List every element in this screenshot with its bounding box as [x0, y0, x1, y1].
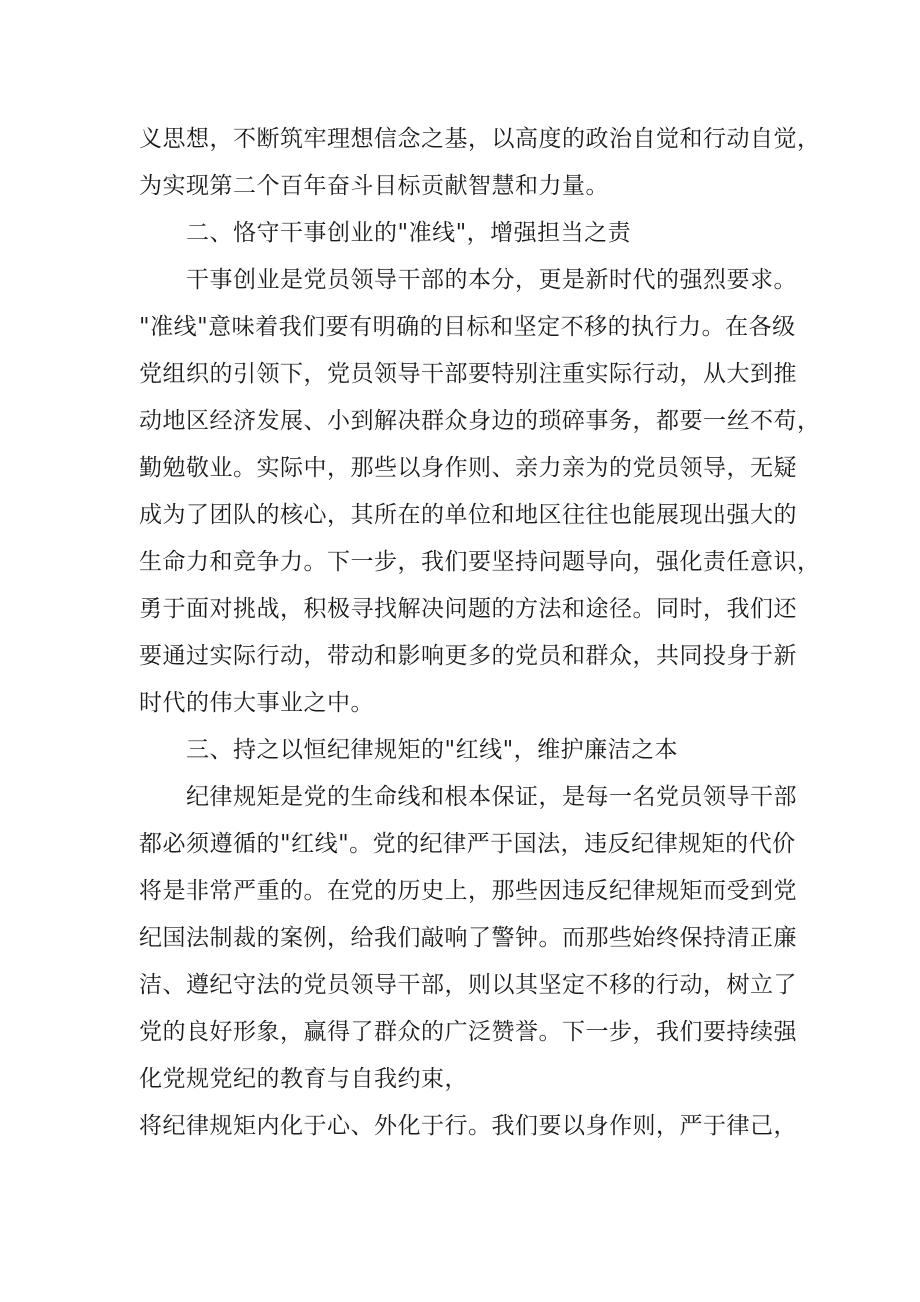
text-line: 成为了团队的核心，其所在的单位和地区往往也能展现出强大的	[139, 502, 797, 528]
section-heading-3: 三、持之以恒纪律规矩的"红线"，维护廉洁之本	[186, 737, 679, 763]
section-heading-2: 二、恪守干事创业的"准线"，增强担当之责	[186, 220, 632, 246]
text-line: 党的良好形象，赢得了群众的广泛赞誉。下一步，我们要持续强	[139, 1019, 797, 1045]
text-line: 洁、遵纪守法的党员领导干部，则以其坚定不移的行动，树立了	[139, 972, 797, 998]
text-line: 将纪律规矩内化于心、外化于行。我们要以身作则，严于律己，	[139, 1113, 797, 1139]
text-line: 化党规党纪的教育与自我约束，	[139, 1066, 468, 1092]
text-line: 将是非常严重的。在党的历史上，那些因违反纪律规矩而受到党	[139, 878, 797, 904]
text-line: 生命力和竞争力。下一步，我们要坚持问题导向，强化责任意识，	[139, 549, 821, 575]
text-line: 要通过实际行动，带动和影响更多的党员和群众，共同投身于新	[139, 643, 797, 669]
paragraph-start: 干事创业是党员领导干部的本分，更是新时代的强烈要求。	[186, 267, 797, 293]
text-line: 时代的伟大事业之中。	[139, 690, 374, 716]
text-line: 党组织的引领下，党员领导干部要特别注重实际行动，从大到推	[139, 361, 797, 387]
paragraph-start: 纪律规矩是党的生命线和根本保证，是每一名党员领导干部	[186, 784, 797, 810]
text-line: 为实现第二个百年奋斗目标贡献智慧和力量。	[139, 173, 609, 199]
text-line: 义思想，不断筑牢理想信念之基，以高度的政治自觉和行动自觉，	[139, 126, 821, 152]
text-line: "准线"意味着我们要有明确的目标和坚定不移的执行力。在各级	[139, 314, 796, 340]
text-line: 纪国法制裁的案例，给我们敲响了警钟。而那些始终保持清正廉	[139, 925, 797, 951]
text-line: 勇于面对挑战，积极寻找解决问题的方法和途径。同时，我们还	[139, 596, 797, 622]
text-line: 勤勉敬业。实际中，那些以身作则、亲力亲为的党员领导，无疑	[139, 455, 797, 481]
text-line: 动地区经济发展、小到解决群众身边的琐碎事务，都要一丝不苟，	[139, 408, 821, 434]
text-line: 都必须遵循的"红线"。党的纪律严于国法，违反纪律规矩的代价	[139, 831, 796, 857]
document-body	[139, 116, 821, 1150]
